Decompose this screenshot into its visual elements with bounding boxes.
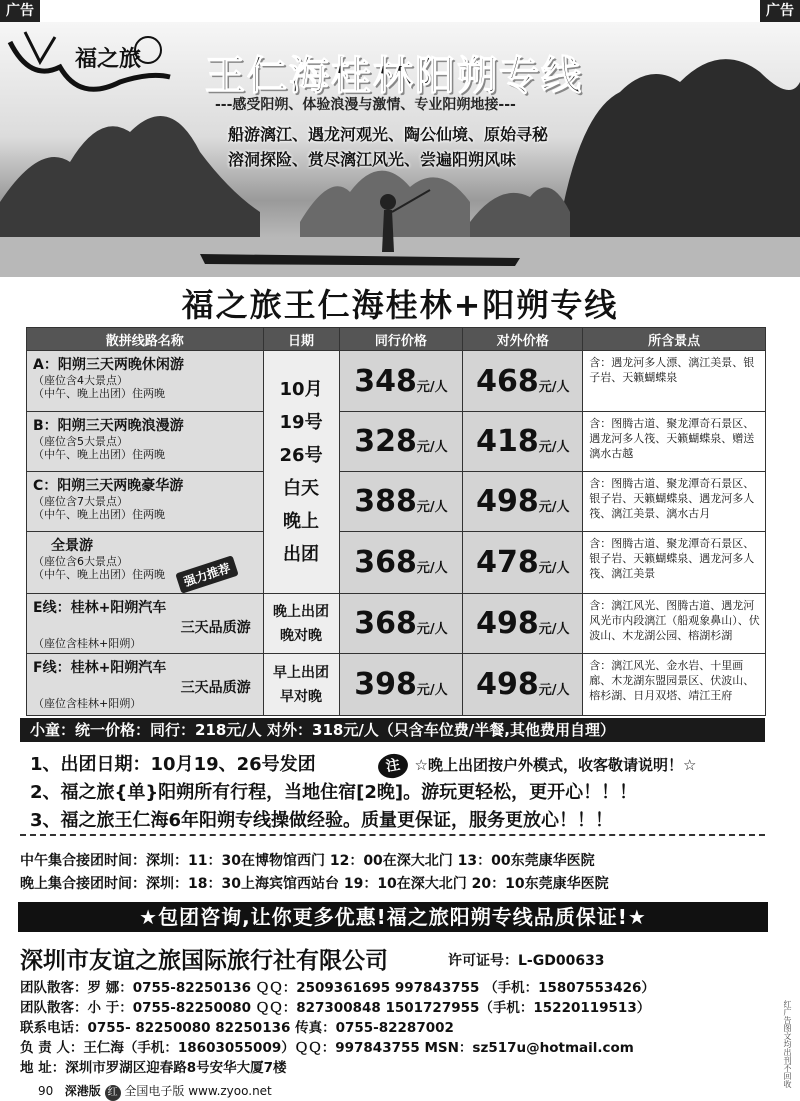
feature-line-1: 船游漓江、遇龙河观光、陶公仙境、原始寻秘 <box>228 125 549 144</box>
route-note: （座位含6大景点） <box>33 555 128 568</box>
spots-cell <box>583 412 766 472</box>
route-cell <box>27 594 264 654</box>
peer-price-cell <box>339 351 463 412</box>
contact-line: 团队散客：罗 娜：0755-82250136 ＱＱ：2509361695 997843755 （手机：15807553426） <box>20 980 655 996</box>
note-3: 3、福之旅王仁海6年阳朔专线操做经验。质量更保证，服务更放心！！！ <box>30 810 614 831</box>
date-line: 出团 <box>283 544 320 565</box>
date-line: 26号 <box>279 445 323 466</box>
note-2: 2、福之旅{单}阳朔所有行程，当地住宿[2晚]。游玩更轻松，更开心！！！ <box>30 782 638 803</box>
price-unit: 元/人 <box>538 379 570 395</box>
date-line: 早上出团 <box>273 664 330 681</box>
public-price: 498 <box>476 606 539 641</box>
contact-line: 负 责 人：王仁海（手机：18603055009）ＱＱ：997843755 MSN：sz517u@hotmail.com <box>20 1040 634 1056</box>
peer-price-cell <box>339 594 463 654</box>
recommend-stamp: 强力推荐 <box>175 555 239 594</box>
public-price: 418 <box>476 424 539 459</box>
price-unit: 元/人 <box>538 622 570 637</box>
public-price-cell <box>463 351 583 412</box>
note-1-text: 1、出团日期：10月19、26号发团 <box>30 754 316 775</box>
spots-cell <box>583 532 766 594</box>
side-note: 红广告图文均出刊不回收 <box>783 1000 792 1088</box>
spots-cell <box>583 654 766 716</box>
page-footer <box>38 1082 272 1101</box>
dashed-divider <box>20 834 765 836</box>
public-price: 498 <box>476 484 539 519</box>
spots-text: 漓江风光、图腾古道、遇龙河风光市内段漓江（船观象鼻山）、伏波山、木龙湖公园、榕湖杉湖 <box>589 599 760 642</box>
table-row <box>27 351 766 412</box>
route-cell <box>27 412 264 472</box>
edition: 深港版 <box>64 1084 101 1098</box>
table-row <box>27 412 766 472</box>
peer-price: 388 <box>354 484 417 519</box>
route-note: （中午、晚上出团）住两晚 <box>33 508 165 521</box>
logo-text: 福之旅 <box>75 46 142 72</box>
route-note: （座位含桂林+阳朔） <box>33 697 142 710</box>
price-unit: 元/人 <box>538 683 570 698</box>
banner-title: 王仁海桂林阳朔专线 <box>205 53 583 99</box>
date-line: 晚上出团 <box>273 603 330 620</box>
route-name: C：阳朔三天两晚豪华游 <box>33 478 184 494</box>
route-name: E线：桂林+阳朔汽车 <box>33 600 167 616</box>
table-row <box>27 594 766 654</box>
license-number: 许可证号：L-GD00633 <box>448 953 605 969</box>
price-unit: 元/人 <box>538 440 570 455</box>
site-url: 全国电子版 www.zyoo.net <box>124 1084 272 1098</box>
contact-line: 地 址：深圳市罗湖区迎春路8号安华大厦7楼 <box>20 1060 287 1076</box>
date-line: 晚上 <box>283 511 320 532</box>
banner <box>0 22 800 277</box>
public-price-cell <box>463 654 583 716</box>
spots-text: 图腾古道、聚龙潭奇石景区、遇龙河多人筏、天籁蝴蝶泉、赠送漓水古越 <box>589 417 755 460</box>
price-unit: 元/人 <box>538 500 570 515</box>
header-date: 日期 <box>263 328 339 351</box>
child-price-bar: 小童：统一价格：同行：218元/人 对外：318元/人（只含车位费/半餐,其他费用自理） <box>20 718 765 742</box>
ad-tag-left: 广告 <box>0 0 40 22</box>
public-price: 478 <box>476 545 539 580</box>
header-route: 散拼线路名称 <box>27 328 264 351</box>
header-spots: 所含景点 <box>583 328 766 351</box>
route-cell <box>27 532 264 594</box>
ad-tag-right: 广告 <box>760 0 800 22</box>
route-name: A：阳朔三天两晚休闲游 <box>33 357 184 373</box>
table-row <box>27 532 766 594</box>
price-unit: 元/人 <box>416 500 448 515</box>
slogan-bar: ★包团咨询,让你更多优惠!福之旅阳朔专线品质保证!★ <box>18 902 768 932</box>
contact-line: 联系电话：0755- 82250080 82250136 传真：0755-82287002 <box>20 1020 454 1036</box>
public-price: 498 <box>476 667 539 702</box>
spots-text: 漓江风光、金水岩、十里画廊、木龙湖东盟园景区、伏波山、榕杉湖、日月双塔、靖江王府 <box>589 659 755 702</box>
spots-text: 遇龙河多人漂、漓江美景、银子岩、天籁蝴蝶泉 <box>589 356 755 384</box>
date-cell <box>263 594 339 654</box>
feature-line-2: 溶洞探险、赏尽漓江风光、尝遍阳朔风味 <box>228 150 517 169</box>
table-row <box>27 654 766 716</box>
route-note: （中午、晚上出团）住两晚 <box>33 568 165 581</box>
public-price-cell <box>463 412 583 472</box>
date-line: 10月 <box>279 379 323 400</box>
public-price: 468 <box>476 363 539 399</box>
route-name-2: 三天品质游 <box>180 680 251 696</box>
route-note: （座位含桂林+阳朔） <box>33 637 142 650</box>
date-cell <box>263 351 339 594</box>
route-name: 全景游 <box>51 538 93 554</box>
spots-cell <box>583 594 766 654</box>
route-cell <box>27 654 264 716</box>
price-unit: 元/人 <box>416 379 448 395</box>
spots-prefix: 含： <box>589 356 612 369</box>
spots-prefix: 含： <box>589 417 612 430</box>
price-unit: 元/人 <box>416 683 448 698</box>
route-note: （座位含7大景点） <box>33 495 128 508</box>
price-unit: 元/人 <box>416 561 448 576</box>
meeting-night: 晚上集合接团时间：深圳：18：30上海宾馆西站台 19：10在深大北门 20：10东莞康华医院 <box>20 876 609 892</box>
public-price-cell <box>463 594 583 654</box>
route-cell <box>27 351 264 412</box>
header-public-price: 对外价格 <box>463 328 583 351</box>
meeting-noon: 中午集合接团时间：深圳：11：30在博物馆西门 12：00在深大北门 13：00东莞康华医院 <box>20 853 595 869</box>
table-header-row <box>27 328 766 351</box>
peer-price-cell <box>339 532 463 594</box>
peer-price: 348 <box>354 363 417 399</box>
route-name: F线：桂林+阳朔汽车 <box>33 660 167 676</box>
route-name-2: 三天品质游 <box>180 620 251 636</box>
peer-price: 398 <box>354 667 417 702</box>
page-number: 90 <box>38 1084 54 1098</box>
route-note: （中午、晚上出团）住两晚 <box>33 448 165 461</box>
contact-line: 团队散客：小 于：0755-82250080 ＱＱ：827300848 1501727955（手机：15220119513） <box>20 1000 651 1016</box>
zhu-badge: 注 <box>376 752 410 781</box>
date-line: 晚对晚 <box>280 627 323 644</box>
date-line: 早对晚 <box>280 688 323 705</box>
peer-price-cell <box>339 472 463 532</box>
price-unit: 元/人 <box>416 622 448 637</box>
spots-prefix: 含： <box>589 477 612 490</box>
section-title: 福之旅王仁海桂林+阳朔专线 <box>181 286 619 324</box>
spots-prefix: 含： <box>589 659 612 672</box>
route-note: （座位含5大景点） <box>33 435 128 448</box>
peer-price: 368 <box>354 606 417 641</box>
note-1-tail: ☆晚上出团按户外模式，收客敬请说明！☆ <box>414 756 697 774</box>
edition-badge: 红 <box>105 1085 121 1101</box>
price-table <box>26 327 766 716</box>
route-cell <box>27 472 264 532</box>
public-price-cell <box>463 532 583 594</box>
price-unit: 元/人 <box>538 561 570 576</box>
spots-prefix: 含： <box>589 599 612 612</box>
route-note: （座位含4大景点） <box>33 374 128 387</box>
company-name: 深圳市友谊之旅国际旅行社有限公司 <box>20 948 388 974</box>
header-peer-price: 同行价格 <box>339 328 463 351</box>
banner-subtitle: ---感受阳朔、体验浪漫与激情、专业阳朔地接--- <box>215 97 516 113</box>
peer-price: 368 <box>354 545 417 580</box>
spots-cell <box>583 472 766 532</box>
peer-price: 328 <box>354 424 417 459</box>
spots-prefix: 含： <box>589 537 612 550</box>
note-1 <box>30 750 696 778</box>
spots-text: 图腾古道、聚龙潭奇石景区、银子岩、天籁蝴蝶泉、遇龙河多人筏、漓江美景 <box>589 537 755 580</box>
route-note: （中午、晚上出团）住两晚 <box>33 387 165 400</box>
public-price-cell <box>463 472 583 532</box>
price-unit: 元/人 <box>416 440 448 455</box>
spots-text: 图腾古道、聚龙潭奇石景区、银子岩、天籁蝴蝶泉、遇龙河多人筏、漓江美景、漓水古月 <box>589 477 755 520</box>
peer-price-cell <box>339 654 463 716</box>
spots-cell <box>583 351 766 412</box>
date-line: 19号 <box>279 412 323 433</box>
date-line: 白天 <box>283 478 320 499</box>
route-name: B：阳朔三天两晚浪漫游 <box>33 418 184 434</box>
date-cell <box>263 654 339 716</box>
table-row <box>27 472 766 532</box>
peer-price-cell <box>339 412 463 472</box>
